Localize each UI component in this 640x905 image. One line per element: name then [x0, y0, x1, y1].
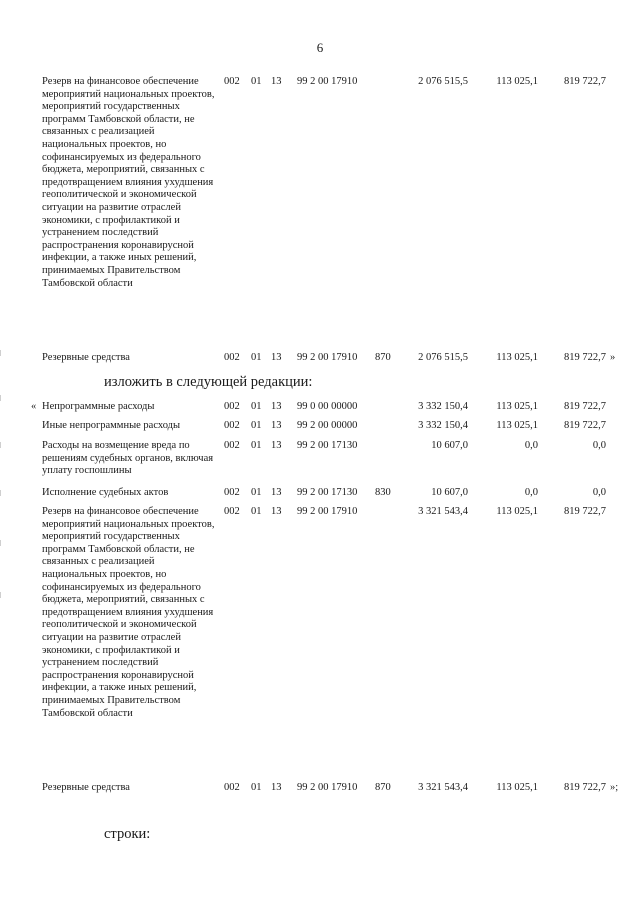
value-2026: 819 722,7 [564, 401, 606, 412]
value-2024: 3 321 543,4 [418, 506, 468, 517]
value-2026: 0,0 [592, 440, 606, 451]
code-csr: 99 2 00 17910 [297, 782, 358, 793]
code-pr: 13 [271, 440, 282, 451]
code-csr: 99 2 00 17910 [297, 76, 358, 87]
closing-quote: » [610, 352, 616, 363]
code-csr: 99 2 00 17910 [297, 506, 358, 517]
value-2025: 0,0 [524, 440, 538, 451]
heading-lines: строки: [104, 826, 151, 842]
code-pr: 13 [271, 420, 282, 431]
margin-mark [0, 442, 1, 448]
margin-mark [0, 490, 1, 496]
value-2025: 113 025,1 [496, 76, 538, 87]
code-ved: 002 [224, 420, 240, 431]
code-csr: 99 2 00 17910 [297, 352, 358, 363]
value-2026: 819 722,7 [564, 506, 606, 517]
value-2026: 819 722,7 [564, 782, 606, 793]
closing-quote: »; [610, 782, 619, 793]
code-csr: 99 0 00 00000 [297, 401, 358, 412]
value-2026: 819 722,7 [564, 76, 606, 87]
code-ved: 002 [224, 401, 240, 412]
code-vr: 830 [375, 487, 391, 498]
value-2024: 3 332 150,4 [418, 401, 468, 412]
value-2025: 113 025,1 [496, 420, 538, 431]
code-ved: 002 [224, 440, 240, 451]
value-2025: 113 025,1 [496, 782, 538, 793]
row-name: Резервные средства [42, 352, 130, 363]
page-number: 6 [316, 40, 324, 55]
code-vr: 870 [375, 352, 391, 363]
value-2024: 10 607,0 [431, 440, 468, 451]
code-rz: 01 [251, 506, 262, 517]
code-ved: 002 [224, 506, 240, 517]
code-pr: 13 [271, 506, 282, 517]
value-2026: 819 722,7 [564, 420, 606, 431]
margin-mark [0, 395, 1, 401]
code-rz: 01 [251, 401, 262, 412]
code-csr: 99 2 00 00000 [297, 420, 358, 431]
code-ved: 002 [224, 487, 240, 498]
value-2024: 10 607,0 [431, 487, 468, 498]
margin-mark [0, 592, 1, 598]
row-name: Резерв на финансовое обеспечение мероприятий национальных проектов, мероприятий государственных программ Тамбовской области, не связанных с реализацией национальных проектов, но софинансируемых из федерального бюджета, мероприятий, связанных с предотвращением влияния ухудшения геополитической и экономической ситуации на развитие отраслей экономики, с профилактикой и устранением последствий распространения коронавирусной инфекции, а также иных решений, принимаемых Правительством Тамбовской области [42, 506, 215, 719]
row-name: Иные непрограммные расходы [42, 420, 181, 431]
value-2024: 2 076 515,5 [418, 76, 468, 87]
row-name: Резервные средства [42, 782, 130, 793]
code-vr: 870 [375, 782, 391, 793]
code-pr: 13 [271, 76, 282, 87]
row-name: Исполнение судебных актов [42, 487, 169, 498]
code-ved: 002 [224, 352, 240, 363]
code-pr: 13 [271, 352, 282, 363]
code-pr: 13 [271, 782, 282, 793]
opening-quote: « [31, 401, 37, 412]
code-csr: 99 2 00 17130 [297, 487, 358, 498]
code-csr: 99 2 00 17130 [297, 440, 358, 451]
row-name: Резерв на финансовое обеспечение мероприятий национальных проектов, мероприятий государственных программ Тамбовской области, не связанных с реализацией национальных проектов, но софинансируемых из федерального бюджета, мероприятий, связанных с предотвращением влияния ухудшения геополитической и экономической ситуации на развитие отраслей экономики, с профилактикой и устранением последствий распространения коронавирусной инфекции, а также иных решений, принимаемых Правительством Тамбовской области [42, 76, 215, 289]
value-2025: 0,0 [524, 487, 538, 498]
value-2024: 3 332 150,4 [418, 420, 468, 431]
row-name: Непрограммные расходы [42, 401, 155, 412]
value-2025: 113 025,1 [496, 401, 538, 412]
margin-mark [0, 350, 1, 356]
code-rz: 01 [251, 440, 262, 451]
value-2024: 2 076 515,5 [418, 352, 468, 363]
code-rz: 01 [251, 352, 262, 363]
margin-mark [0, 540, 1, 546]
code-pr: 13 [271, 487, 282, 498]
value-2024: 3 321 543,4 [418, 782, 468, 793]
value-2026: 819 722,7 [564, 352, 606, 363]
code-ved: 002 [224, 782, 240, 793]
row-name: Расходы на возмещение вреда по решениям судебных органов, включая уплату госпошлины [42, 440, 214, 477]
code-rz: 01 [251, 782, 262, 793]
code-rz: 01 [251, 487, 262, 498]
value-2025: 113 025,1 [496, 506, 538, 517]
value-2026: 0,0 [592, 487, 606, 498]
code-rz: 01 [251, 420, 262, 431]
code-rz: 01 [251, 76, 262, 87]
value-2025: 113 025,1 [496, 352, 538, 363]
code-pr: 13 [271, 401, 282, 412]
heading-new-edition: изложить в следующей редакции: [104, 374, 313, 390]
code-ved: 002 [224, 76, 240, 87]
